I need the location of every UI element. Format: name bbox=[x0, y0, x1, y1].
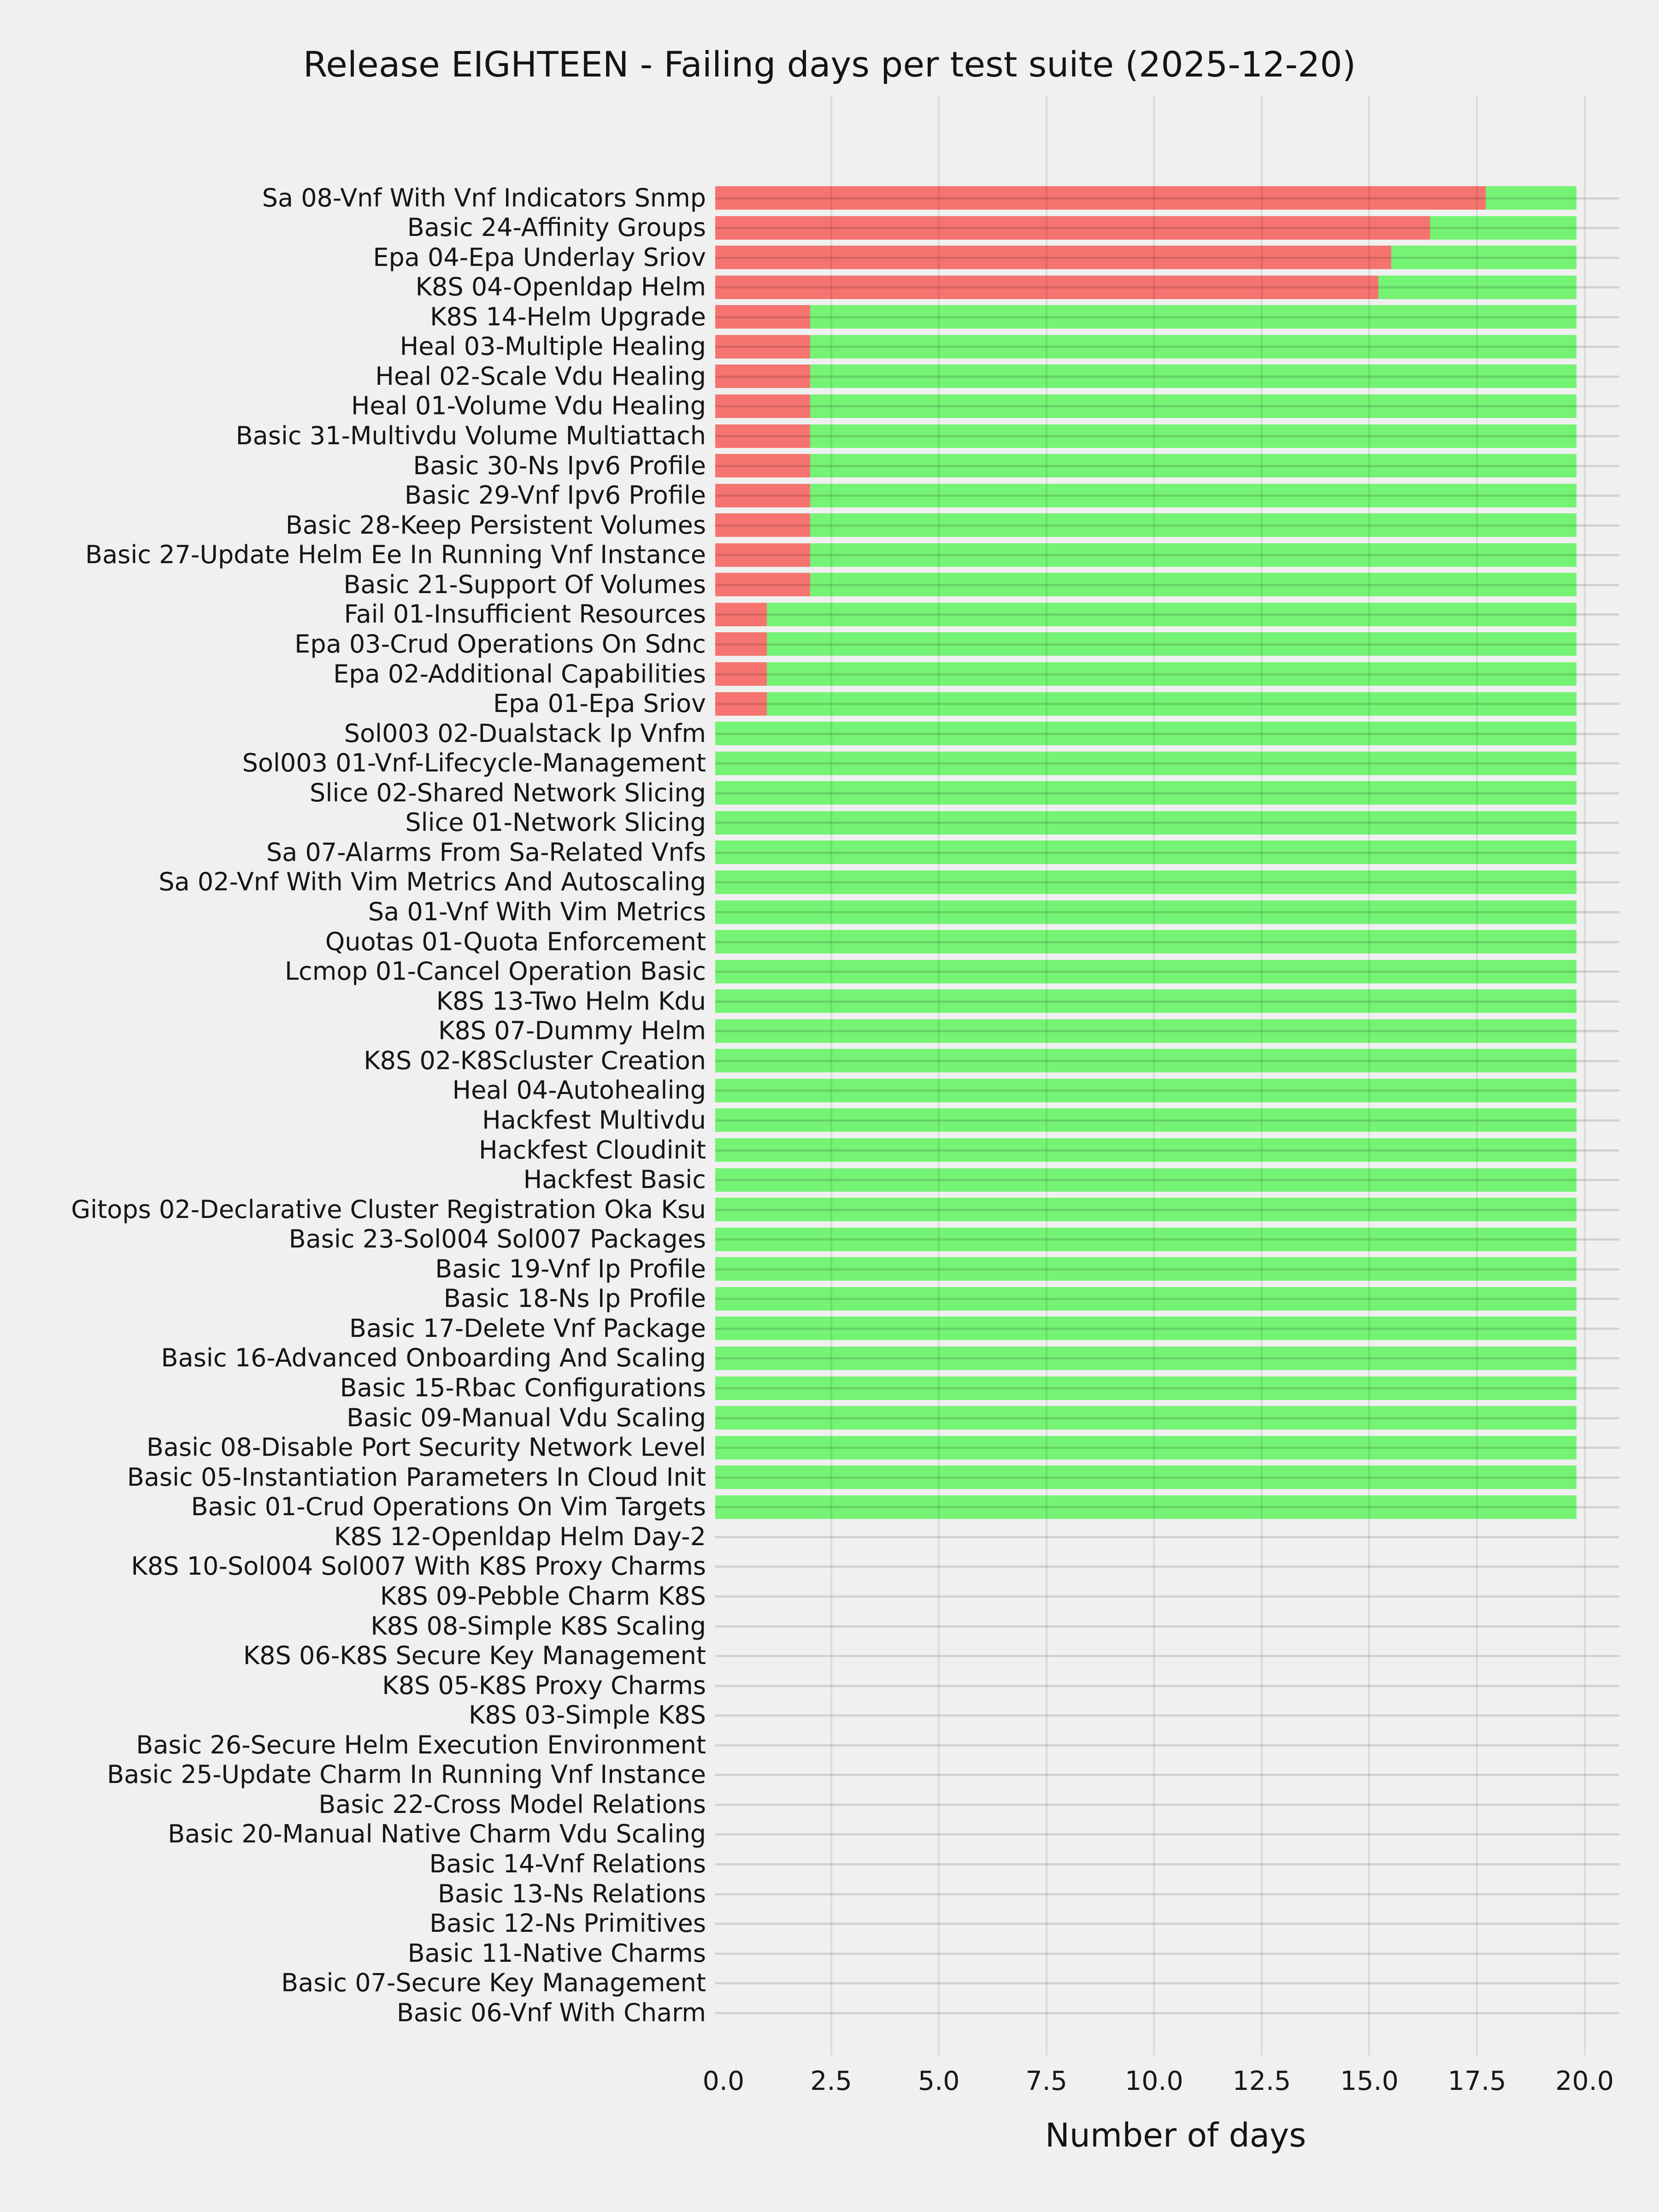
row-label: Basic 09-Manual Vdu Scaling bbox=[347, 1403, 706, 1432]
fail-bar-segment bbox=[715, 662, 767, 686]
row-label: Basic 25-Update Charm In Running Vnf Instance bbox=[107, 1760, 706, 1789]
table-row bbox=[0, 1284, 1659, 1313]
row-label: K8S 07-Dummy Helm bbox=[438, 1016, 706, 1046]
table-row bbox=[0, 481, 1659, 510]
row-label: Basic 01-Crud Operations On Vim Targets bbox=[191, 1492, 706, 1522]
table-row bbox=[0, 1194, 1659, 1224]
pass-bar-segment bbox=[810, 454, 1577, 477]
row-label: K8S 12-Openldap Helm Day-2 bbox=[334, 1522, 706, 1551]
bar-track bbox=[715, 989, 1619, 1013]
pass-bar-segment bbox=[715, 841, 1577, 864]
table-row bbox=[0, 1879, 1659, 1908]
bar-track bbox=[715, 1317, 1619, 1340]
row-label: Hackfest Cloudinit bbox=[478, 1135, 706, 1165]
pass-bar-segment bbox=[715, 811, 1577, 835]
pass-bar-segment bbox=[767, 692, 1576, 716]
pass-bar-segment bbox=[715, 781, 1577, 805]
pass-bar-segment bbox=[810, 543, 1577, 567]
bar-track bbox=[715, 871, 1619, 894]
x-axis-ticks bbox=[702, 2066, 1628, 2100]
fail-bar-segment bbox=[715, 454, 810, 477]
bar-track bbox=[715, 1823, 1619, 1846]
x-tick-label: 2.5 bbox=[810, 2066, 852, 2096]
bar-track bbox=[715, 752, 1619, 775]
row-label: K8S 03-Simple K8S bbox=[468, 1700, 706, 1730]
x-tick-label: 10.0 bbox=[1124, 2066, 1183, 2096]
table-row bbox=[0, 510, 1659, 540]
pass-bar-segment bbox=[715, 930, 1577, 953]
row-label: Hackfest Multivdu bbox=[482, 1105, 706, 1135]
table-row bbox=[0, 659, 1659, 688]
gridline-horizontal bbox=[715, 1714, 1619, 1717]
row-label: K8S 05-K8S Proxy Charms bbox=[382, 1671, 706, 1700]
row-label: K8S 08-Simple K8S Scaling bbox=[371, 1611, 706, 1641]
row-label: Gitops 02-Declarative Cluster Registration Oka Ksu bbox=[71, 1194, 706, 1224]
table-row bbox=[0, 361, 1659, 391]
bar-track bbox=[715, 573, 1619, 596]
bar-track bbox=[715, 1495, 1619, 1519]
row-label: Basic 24-Affinity Groups bbox=[407, 213, 706, 242]
table-row bbox=[0, 837, 1659, 867]
row-label: Heal 01-Volume Vdu Healing bbox=[351, 391, 706, 421]
table-row bbox=[0, 332, 1659, 361]
row-label: Basic 31-Multivdu Volume Multiattach bbox=[235, 421, 706, 450]
pass-bar-segment bbox=[715, 1138, 1577, 1162]
fail-bar-segment bbox=[715, 335, 810, 359]
pass-bar-segment bbox=[715, 871, 1577, 894]
pass-bar-segment bbox=[715, 1465, 1577, 1489]
table-row bbox=[0, 1760, 1659, 1789]
row-label: Basic 14-Vnf Relations bbox=[429, 1849, 706, 1878]
fail-bar-segment bbox=[715, 276, 1378, 299]
gridline-horizontal bbox=[715, 1774, 1619, 1776]
pass-bar-segment bbox=[1430, 216, 1577, 240]
gridline-horizontal bbox=[715, 2012, 1619, 2014]
row-label: K8S 04-Openldap Helm bbox=[415, 272, 706, 302]
bar-track bbox=[715, 1406, 1619, 1430]
table-row bbox=[0, 600, 1659, 629]
bar-track bbox=[715, 1049, 1619, 1072]
x-tick-label: 17.5 bbox=[1447, 2066, 1506, 2096]
row-label: Basic 29-Vnf Ipv6 Profile bbox=[404, 481, 706, 510]
table-row bbox=[0, 1581, 1659, 1611]
table-row bbox=[0, 1522, 1659, 1551]
bar-track bbox=[715, 1971, 1619, 1995]
table-row bbox=[0, 1313, 1659, 1343]
table-row bbox=[0, 1462, 1659, 1492]
bar-track bbox=[715, 1465, 1619, 1489]
table-row bbox=[0, 1343, 1659, 1373]
x-tick-label: 5.0 bbox=[918, 2066, 960, 2096]
bar-chart-rows bbox=[0, 96, 1659, 2055]
row-label: Basic 13-Ns Relations bbox=[437, 1879, 706, 1908]
row-label: Epa 02-Additional Capabilities bbox=[333, 659, 706, 688]
fail-bar-segment bbox=[715, 484, 810, 507]
bar-track bbox=[715, 1793, 1619, 1816]
pass-bar-segment bbox=[715, 1108, 1577, 1132]
bar-track bbox=[715, 1584, 1619, 1608]
row-label: K8S 06-K8S Secure Key Management bbox=[243, 1641, 706, 1671]
bar-track bbox=[715, 781, 1619, 805]
pass-bar-segment bbox=[715, 1406, 1577, 1430]
table-row bbox=[0, 1135, 1659, 1165]
bar-track bbox=[715, 394, 1619, 418]
pass-bar-segment bbox=[1391, 246, 1577, 269]
pass-bar-segment bbox=[810, 365, 1577, 388]
table-row bbox=[0, 629, 1659, 659]
x-axis-label: Number of days bbox=[1045, 2116, 1306, 2154]
row-label: Epa 01-Epa Sriov bbox=[493, 689, 706, 718]
table-row bbox=[0, 957, 1659, 986]
table-row bbox=[0, 1789, 1659, 1819]
row-label: Basic 06-Vnf With Charm bbox=[396, 1998, 706, 2027]
table-row bbox=[0, 302, 1659, 331]
pass-bar-segment bbox=[715, 1049, 1577, 1072]
bar-track bbox=[715, 1019, 1619, 1043]
bar-track bbox=[715, 1555, 1619, 1578]
bar-track bbox=[715, 1941, 1619, 1965]
pass-bar-segment bbox=[1486, 186, 1576, 210]
bar-track bbox=[715, 1614, 1619, 1638]
table-row bbox=[0, 1938, 1659, 1968]
table-row bbox=[0, 1819, 1659, 1849]
bar-track bbox=[715, 365, 1619, 388]
gridline-horizontal bbox=[715, 1923, 1619, 1925]
table-row bbox=[0, 421, 1659, 450]
gridline-horizontal bbox=[715, 1744, 1619, 1747]
row-label: Sa 07-Alarms From Sa-Related Vnfs bbox=[266, 837, 706, 867]
row-label: Fail 01-Insufficient Resources bbox=[344, 600, 706, 629]
fail-bar-segment bbox=[715, 603, 767, 626]
pass-bar-segment bbox=[810, 513, 1577, 537]
pass-bar-segment bbox=[810, 305, 1577, 329]
table-row bbox=[0, 1671, 1659, 1700]
bar-track bbox=[715, 424, 1619, 448]
bar-track bbox=[715, 305, 1619, 329]
fail-bar-segment bbox=[715, 573, 810, 596]
pass-bar-segment bbox=[810, 424, 1577, 448]
row-label: Hackfest Basic bbox=[523, 1165, 706, 1194]
pass-bar-segment bbox=[715, 1168, 1577, 1192]
table-row bbox=[0, 1165, 1659, 1194]
table-row bbox=[0, 1254, 1659, 1283]
bar-track bbox=[715, 1733, 1619, 1757]
table-row bbox=[0, 1909, 1659, 1938]
row-label: Basic 07-Secure Key Management bbox=[281, 1968, 706, 1998]
table-row bbox=[0, 1046, 1659, 1075]
row-label: K8S 13-Two Helm Kdu bbox=[436, 986, 706, 1016]
table-row bbox=[0, 213, 1659, 242]
row-label: Sol003 02-Dualstack Ip Vnfm bbox=[344, 718, 706, 748]
table-row bbox=[0, 1998, 1659, 2027]
table-row bbox=[0, 391, 1659, 421]
bar-track bbox=[715, 841, 1619, 864]
pass-bar-segment bbox=[810, 484, 1577, 507]
table-row bbox=[0, 1433, 1659, 1462]
bar-track bbox=[715, 276, 1619, 299]
table-row bbox=[0, 748, 1659, 778]
fail-bar-segment bbox=[715, 543, 810, 567]
x-tick-label: 15.0 bbox=[1340, 2066, 1399, 2096]
row-label: Basic 26-Secure Helm Execution Environment bbox=[136, 1730, 706, 1759]
bar-track bbox=[715, 1287, 1619, 1311]
row-label: Basic 27-Update Helm Ee In Running Vnf Instance bbox=[85, 540, 706, 570]
fail-bar-segment bbox=[715, 632, 767, 656]
bar-track bbox=[715, 513, 1619, 537]
table-row bbox=[0, 808, 1659, 837]
table-row bbox=[0, 718, 1659, 748]
gridline-horizontal bbox=[715, 1536, 1619, 1538]
row-label: Basic 17-Delete Vnf Package bbox=[349, 1313, 706, 1343]
row-label: Basic 18-Ns Ip Profile bbox=[443, 1284, 706, 1313]
pass-bar-segment bbox=[715, 1436, 1577, 1459]
fail-bar-segment bbox=[715, 186, 1486, 210]
fail-bar-segment bbox=[715, 246, 1391, 269]
fail-bar-segment bbox=[715, 394, 810, 418]
bar-track bbox=[715, 1228, 1619, 1251]
row-label: Basic 22-Cross Model Relations bbox=[318, 1789, 706, 1819]
gridline-horizontal bbox=[715, 1863, 1619, 1865]
fail-bar-segment bbox=[715, 365, 810, 388]
row-label: Sa 08-Vnf With Vnf Indicators Snmp bbox=[262, 183, 706, 212]
bar-track bbox=[715, 1644, 1619, 1668]
bar-track bbox=[715, 1377, 1619, 1400]
x-tick-label: 7.5 bbox=[1025, 2066, 1068, 2096]
row-label: Basic 15-Rbac Configurations bbox=[340, 1373, 706, 1402]
pass-bar-segment bbox=[715, 1347, 1577, 1370]
row-label: K8S 10-Sol004 Sol007 With K8S Proxy Charms bbox=[131, 1552, 706, 1581]
fail-bar-segment bbox=[715, 513, 810, 537]
bar-track bbox=[715, 335, 1619, 359]
pass-bar-segment bbox=[715, 1019, 1577, 1043]
bar-track bbox=[715, 1882, 1619, 1906]
pass-bar-segment bbox=[715, 722, 1577, 745]
row-label: Heal 02-Scale Vdu Healing bbox=[375, 361, 706, 391]
bar-track bbox=[715, 1853, 1619, 1876]
bar-track bbox=[715, 603, 1619, 626]
bar-track bbox=[715, 960, 1619, 983]
fail-bar-segment bbox=[715, 692, 767, 716]
row-label: K8S 09-Pebble Charm K8S bbox=[380, 1581, 706, 1611]
table-row bbox=[0, 1373, 1659, 1402]
gridline-horizontal bbox=[715, 1625, 1619, 1628]
bar-track bbox=[715, 1079, 1619, 1102]
bar-track bbox=[715, 484, 1619, 507]
gridline-horizontal bbox=[715, 1833, 1619, 1835]
row-label: Epa 03-Crud Operations On Sdnc bbox=[294, 629, 706, 659]
fail-bar-segment bbox=[715, 424, 810, 448]
row-label: Basic 28-Keep Persistent Volumes bbox=[285, 510, 706, 540]
table-row bbox=[0, 1849, 1659, 1878]
pass-bar-segment bbox=[715, 1257, 1577, 1281]
pass-bar-segment bbox=[715, 1198, 1577, 1221]
gridline-horizontal bbox=[715, 1804, 1619, 1806]
bar-track bbox=[715, 1912, 1619, 1936]
table-row bbox=[0, 1641, 1659, 1671]
pass-bar-segment bbox=[810, 394, 1577, 418]
gridline-horizontal bbox=[715, 1893, 1619, 1895]
bar-track bbox=[715, 216, 1619, 240]
table-row bbox=[0, 1552, 1659, 1581]
pass-bar-segment bbox=[810, 573, 1577, 596]
table-row bbox=[0, 1492, 1659, 1522]
bar-track bbox=[715, 1704, 1619, 1727]
bar-track bbox=[715, 722, 1619, 745]
table-row bbox=[0, 1611, 1659, 1641]
x-tick-label: 0.0 bbox=[702, 2066, 745, 2096]
gridline-horizontal bbox=[715, 1953, 1619, 1955]
table-row bbox=[0, 867, 1659, 897]
x-tick-label: 20.0 bbox=[1555, 2066, 1614, 2096]
row-label: Basic 21-Support Of Volumes bbox=[343, 570, 706, 599]
row-label: Lcmop 01-Cancel Operation Basic bbox=[284, 957, 706, 986]
bar-track bbox=[715, 1138, 1619, 1162]
table-row bbox=[0, 1224, 1659, 1254]
bar-track bbox=[715, 632, 1619, 656]
row-label: Sa 02-Vnf With Vim Metrics And Autoscaling bbox=[159, 867, 706, 897]
pass-bar-segment bbox=[715, 1495, 1577, 1519]
row-label: Heal 04-Autohealing bbox=[452, 1076, 706, 1105]
bar-track bbox=[715, 1168, 1619, 1192]
table-row bbox=[0, 570, 1659, 599]
bar-track bbox=[715, 930, 1619, 953]
table-row bbox=[0, 1403, 1659, 1432]
gridline-horizontal bbox=[715, 1655, 1619, 1657]
gridline-horizontal bbox=[715, 1595, 1619, 1598]
gridline-horizontal bbox=[715, 1982, 1619, 1984]
bar-track bbox=[715, 1525, 1619, 1548]
row-label: Basic 19-Vnf Ip Profile bbox=[435, 1254, 706, 1283]
row-label: Sa 01-Vnf With Vim Metrics bbox=[368, 897, 706, 926]
pass-bar-segment bbox=[715, 1228, 1577, 1251]
table-row bbox=[0, 927, 1659, 956]
bar-track bbox=[715, 1108, 1619, 1132]
table-row bbox=[0, 986, 1659, 1016]
fail-bar-segment bbox=[715, 305, 810, 329]
table-row bbox=[0, 183, 1659, 212]
bar-track bbox=[715, 1674, 1619, 1697]
row-label: Sol003 01-Vnf-Lifecycle-Management bbox=[242, 748, 706, 778]
table-row bbox=[0, 1730, 1659, 1759]
table-row bbox=[0, 540, 1659, 570]
pass-bar-segment bbox=[767, 603, 1576, 626]
table-row bbox=[0, 778, 1659, 807]
pass-bar-segment bbox=[715, 989, 1577, 1013]
bar-track bbox=[715, 811, 1619, 835]
row-label: Basic 30-Ns Ipv6 Profile bbox=[413, 451, 706, 480]
bar-track bbox=[715, 662, 1619, 686]
x-tick-label: 12.5 bbox=[1232, 2066, 1291, 2096]
table-row bbox=[0, 272, 1659, 302]
bar-track bbox=[715, 1347, 1619, 1370]
pass-bar-segment bbox=[715, 1287, 1577, 1311]
pass-bar-segment bbox=[715, 900, 1577, 924]
table-row bbox=[0, 242, 1659, 272]
row-label: Basic 12-Ns Primitives bbox=[429, 1909, 706, 1938]
table-row bbox=[0, 689, 1659, 718]
bar-track bbox=[715, 186, 1619, 210]
fail-bar-segment bbox=[715, 216, 1430, 240]
table-row bbox=[0, 897, 1659, 926]
pass-bar-segment bbox=[1378, 276, 1577, 299]
pass-bar-segment bbox=[715, 960, 1577, 983]
row-label: Basic 05-Instantiation Parameters In Cloud Init bbox=[127, 1462, 706, 1492]
row-label: Basic 08-Disable Port Security Network Level bbox=[146, 1433, 706, 1462]
pass-bar-segment bbox=[715, 1317, 1577, 1340]
row-label: Quotas 01-Quota Enforcement bbox=[325, 927, 706, 956]
table-row bbox=[0, 1105, 1659, 1135]
bar-track bbox=[715, 1198, 1619, 1221]
bar-track bbox=[715, 1763, 1619, 1787]
row-label: K8S 02-K8Scluster Creation bbox=[364, 1046, 706, 1075]
pass-bar-segment bbox=[810, 335, 1577, 359]
bar-track bbox=[715, 2001, 1619, 2024]
row-label: Basic 16-Advanced Onboarding And Scaling bbox=[161, 1343, 706, 1373]
pass-bar-segment bbox=[715, 752, 1577, 775]
table-row bbox=[0, 1076, 1659, 1105]
table-row bbox=[0, 1016, 1659, 1046]
pass-bar-segment bbox=[767, 662, 1576, 686]
chart-title: Release EIGHTEEN - Failing days per test suite (2025-12-20) bbox=[303, 44, 1356, 85]
bar-track bbox=[715, 900, 1619, 924]
bar-track bbox=[715, 1257, 1619, 1281]
bar-track bbox=[715, 246, 1619, 269]
bar-track bbox=[715, 692, 1619, 716]
row-label: Slice 02-Shared Network Slicing bbox=[310, 778, 706, 807]
pass-bar-segment bbox=[767, 632, 1576, 656]
row-label: K8S 14-Helm Upgrade bbox=[430, 302, 706, 331]
row-label: Basic 20-Manual Native Charm Vdu Scaling bbox=[168, 1819, 706, 1849]
row-label: Basic 23-Sol004 Sol007 Packages bbox=[288, 1224, 706, 1254]
row-label: Heal 03-Multiple Healing bbox=[400, 332, 706, 361]
bar-track bbox=[715, 543, 1619, 567]
row-label: Slice 01-Network Slicing bbox=[405, 808, 706, 837]
table-row bbox=[0, 451, 1659, 480]
table-row bbox=[0, 1700, 1659, 1730]
bar-track bbox=[715, 1436, 1619, 1459]
row-label: Epa 04-Epa Underlay Sriov bbox=[373, 242, 706, 272]
pass-bar-segment bbox=[715, 1377, 1577, 1400]
gridline-horizontal bbox=[715, 1685, 1619, 1687]
gridline-horizontal bbox=[715, 1565, 1619, 1568]
table-row bbox=[0, 1968, 1659, 1998]
bar-track bbox=[715, 454, 1619, 477]
row-label: Basic 11-Native Charms bbox=[407, 1938, 706, 1968]
pass-bar-segment bbox=[715, 1079, 1577, 1102]
